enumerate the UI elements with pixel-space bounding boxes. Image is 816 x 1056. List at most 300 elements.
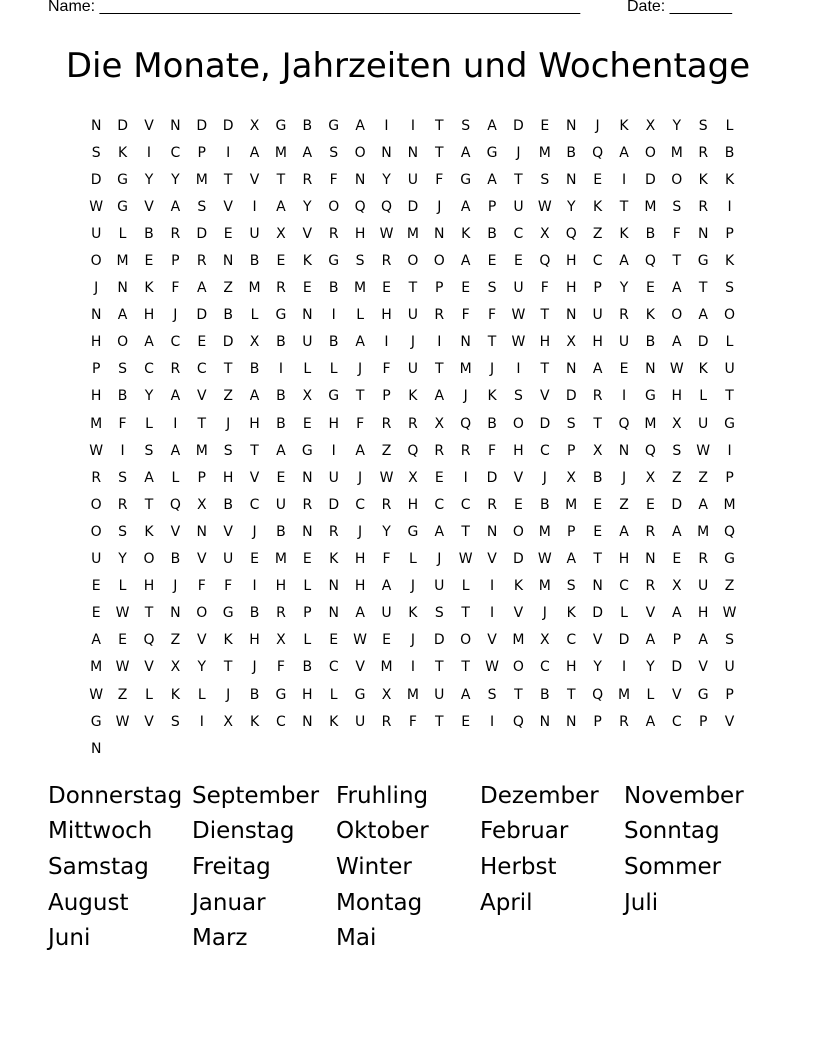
grid-letter: D [196,117,208,134]
grid-letter: M [354,280,367,297]
grid-letter: S [434,605,444,622]
grid-letter: C [566,632,577,649]
grid-letter: P [725,686,734,703]
grid-letter: R [460,442,471,459]
grid-letter: X [302,388,313,405]
grid-letter: W [537,198,552,215]
grid-letter: R [698,144,709,161]
grid-letter: Y [566,198,576,215]
word-list-item: Marz [192,925,248,952]
grid-letter: Y [144,388,154,405]
word-list [48,778,788,956]
grid-letter: B [249,686,260,703]
grid-letter: N [302,307,313,324]
grid-letter: L [145,415,153,432]
grid-letter: P [487,198,497,215]
grid-letter: U [513,198,524,215]
grid-letter: K [461,225,471,242]
grid-letter: N [565,117,577,134]
grid-letter: K [513,578,524,595]
grid-letter: U [592,307,603,324]
grid-letter: C [355,496,365,513]
grid-letter: C [671,713,682,730]
grid-letter: V [513,605,524,622]
grid-letter: N [90,740,102,757]
grid-letter: Y [303,198,312,215]
grid-letter: M [538,578,551,595]
grid-letter: B [328,334,339,351]
grid-letter: N [645,361,656,378]
grid-letter: S [329,144,339,161]
word-list-item: Februar [480,818,569,845]
grid-letter: B [645,225,656,242]
grid-letter: N [460,334,471,351]
grid-letter: M [274,551,287,568]
grid-letter: A [276,442,286,459]
grid-letter: M [697,523,710,540]
grid-letter: W [115,605,130,622]
grid-letter: I [621,171,627,188]
grid-letter: D [433,632,445,649]
grid-letter: Z [381,442,392,459]
grid-letter: H [354,551,366,568]
grid-letter: H [381,307,392,324]
grid-letter: U [91,225,102,242]
grid-letter: D [697,334,709,351]
grid-letter: X [434,415,445,432]
grid-letter: M [248,280,261,297]
grid-letter: B [249,253,260,270]
grid-letter: L [303,578,312,595]
grid-letter: M [90,659,103,676]
grid-letter: H [407,496,419,513]
grid-letter: D [513,117,524,134]
grid-letter: T [250,442,259,459]
grid-letter: J [252,523,257,540]
grid-letter: O [117,334,129,351]
grid-letter: E [276,469,286,486]
grid-letter: Z [170,632,181,649]
grid-letter: R [592,388,603,405]
grid-letter: P [593,280,602,297]
grid-letter: O [671,171,683,188]
grid-letter: X [381,686,392,703]
grid-letter: A [355,442,365,459]
word-list-item: Dezember [480,782,599,809]
grid-letter: X [540,225,550,242]
grid-letter: A [434,388,445,405]
grid-letter: A [619,253,629,270]
grid-letter: M [723,496,736,513]
grid-letter: H [90,334,102,351]
grid-letter: Q [724,523,736,540]
grid-letter: I [146,144,152,161]
grid-letter: E [91,605,101,622]
grid-letter: V [592,632,603,649]
grid-letter: B [487,415,497,432]
grid-letter: C [170,334,181,351]
grid-letter: R [698,198,709,215]
grid-letter: M [195,171,208,188]
grid-letter: R [434,442,445,459]
grid-letter: K [117,144,128,161]
grid-letter: D [90,171,102,188]
grid-letter: W [115,659,130,676]
grid-letter: U [698,578,709,595]
grid-letter: K [724,171,735,188]
grid-letter: K [144,523,154,540]
grid-letter: V [196,388,207,405]
grid-letter: I [120,442,125,459]
grid-letter: O [196,605,208,622]
grid-letter: K [249,713,260,730]
grid-letter: Q [539,253,551,270]
grid-letter: F [488,307,497,324]
grid-letter: J [410,632,415,649]
grid-letter: G [724,415,735,432]
grid-letter: T [197,415,207,432]
grid-letter: L [303,361,312,378]
grid-letter: B [540,496,550,513]
grid-letter: A [170,442,181,459]
grid-letter: T [276,171,286,188]
grid-letter: A [619,523,629,540]
grid-letter: Q [644,442,656,459]
grid-letter: K [223,632,233,649]
grid-letter: A [117,307,128,324]
grid-letter: F [171,280,180,297]
grid-letter: A [355,117,365,134]
grid-letter: K [487,388,497,405]
grid-letter: V [196,551,207,568]
grid-letter: T [593,551,602,568]
grid-letter: H [513,442,524,459]
grid-letter: P [382,388,391,405]
grid-letter: S [540,171,550,188]
grid-letter: T [434,144,444,161]
grid-letter: I [384,334,389,351]
grid-letter: J [252,659,257,676]
grid-letter: H [565,659,577,676]
grid-letter: K [645,307,655,324]
grid-letter: S [118,469,128,486]
grid-letter: H [275,578,287,595]
grid-letter: A [355,605,365,622]
grid-letter: T [434,713,444,730]
grid-letter: B [117,388,128,405]
grid-letter: M [274,144,287,161]
grid-letter: L [699,388,708,405]
grid-letter: T [223,361,233,378]
grid-letter: X [196,496,207,513]
grid-letter: A [698,307,708,324]
grid-letter: D [117,117,128,134]
grid-letter: T [698,280,708,297]
grid-letter: P [91,361,101,378]
grid-letter: N [90,117,102,134]
grid-letter: M [380,659,393,676]
grid-letter: S [725,632,735,649]
grid-letter: N [170,117,181,134]
grid-letter: J [542,469,547,486]
grid-letter: V [223,198,233,215]
grid-letter: A [645,713,656,730]
grid-letter: A [249,144,260,161]
grid-letter: G [117,171,129,188]
grid-letter: U [724,361,735,378]
grid-letter: G [328,117,340,134]
grid-letter: F [224,578,233,595]
grid-letter: N [618,442,630,459]
grid-letter: W [89,686,104,703]
grid-letter: T [619,198,629,215]
grid-letter: A [487,171,497,188]
grid-letter: T [434,659,444,676]
grid-letter: M [116,253,129,270]
grid-letter: Z [724,578,735,595]
grid-letter: V [249,171,260,188]
grid-letter: A [460,686,471,703]
grid-letter: B [144,225,154,242]
grid-letter: J [410,334,415,351]
grid-letter: T [514,171,523,188]
grid-letter: I [621,388,627,405]
grid-letter: E [672,551,682,568]
grid-letter: B [487,225,497,242]
grid-letter: V [302,225,313,242]
grid-letter: R [381,253,392,270]
grid-letter: E [487,253,497,270]
grid-letter: D [539,415,551,432]
grid-letter: E [302,415,312,432]
grid-letter: N [117,280,128,297]
letter-grid [83,112,743,762]
grid-letter: O [143,551,155,568]
grid-letter: V [355,659,365,676]
grid-letter: U [407,171,418,188]
grid-letter: E [144,253,154,270]
word-list-item: Fruhling [336,782,429,809]
grid-letter: I [463,469,468,486]
grid-letter: W [511,307,526,324]
grid-letter: A [460,144,471,161]
grid-letter: X [408,469,418,486]
word-list-item: Donnerstag [48,782,183,809]
grid-letter: H [354,225,366,242]
grid-letter: D [513,551,524,568]
grid-letter: A [672,280,682,297]
word-list-item: Sonntag [624,818,720,845]
grid-letter: J [358,523,363,540]
grid-letter: J [358,469,363,486]
grid-letter: L [171,469,180,486]
grid-letter: R [328,523,339,540]
grid-letter: U [513,280,524,297]
grid-letter: X [249,334,260,351]
grid-letter: R [276,605,286,622]
grid-letter: F [382,361,391,378]
grid-letter: H [302,686,313,703]
grid-letter: Y [619,280,629,297]
grid-letter: E [434,469,444,486]
grid-letter: V [698,659,708,676]
grid-letter: C [539,442,550,459]
grid-letter: L [250,307,259,324]
grid-letter: I [252,578,257,595]
page-title: Die Monate, Jahrzeiten und Wochentage [65,46,751,86]
grid-letter: S [672,198,682,215]
grid-letter: L [620,605,628,622]
grid-letter: E [461,280,471,297]
grid-letter: R [434,307,445,324]
grid-letter: M [406,225,419,242]
grid-letter: I [727,442,732,459]
grid-letter: S [725,280,735,297]
grid-letter: A [91,632,101,649]
grid-letter: Y [382,171,391,188]
grid-letter: P [725,225,734,242]
grid-letter: B [592,469,603,486]
grid-letter: R [276,280,286,297]
grid-letter: H [222,469,234,486]
grid-letter: W [537,551,552,568]
grid-letter: J [226,686,231,703]
grid-letter: D [645,171,656,188]
grid-letter: T [540,361,550,378]
grid-letter: Y [646,659,655,676]
grid-letter: N [170,605,181,622]
grid-letter: O [460,632,472,649]
grid-letter: O [433,253,445,270]
grid-letter: M [644,198,657,215]
grid-letter: A [645,632,656,649]
grid-letter: B [724,144,735,161]
grid-letter: S [118,361,128,378]
grid-letter: K [724,253,735,270]
grid-letter: V [144,198,154,215]
grid-letter: R [698,551,709,568]
grid-letter: C [328,659,339,676]
grid-letter: Q [407,442,419,459]
grid-letter: N [539,713,551,730]
grid-letter: X [566,469,577,486]
grid-letter: E [593,171,603,188]
grid-letter: G [644,388,656,405]
grid-letter: M [512,632,525,649]
grid-letter: L [118,225,127,242]
grid-letter: L [461,578,470,595]
grid-letter: K [408,388,418,405]
grid-letter: Q [565,225,577,242]
grid-letter: B [645,334,656,351]
grid-letter: H [565,280,577,297]
grid-letter: H [249,632,260,649]
grid-letter: N [565,307,577,324]
grid-letter: S [355,253,365,270]
grid-letter: R [117,496,128,513]
grid-letter: Y [593,659,602,676]
grid-letter: I [199,713,204,730]
grid-letter: Q [644,253,656,270]
grid-letter: T [144,496,154,513]
grid-letter: S [487,280,497,297]
grid-letter: Q [460,415,472,432]
grid-letter: D [565,388,577,405]
grid-letter: R [170,225,181,242]
grid-letter: X [645,469,656,486]
grid-letter: P [725,469,734,486]
word-list-item: Herbst [480,853,557,880]
grid-letter: F [382,551,391,568]
grid-letter: A [170,198,181,215]
grid-letter: B [249,361,260,378]
grid-letter: N [302,469,313,486]
grid-letter: A [302,144,313,161]
grid-letter: O [512,523,524,540]
grid-letter: A [566,551,577,568]
grid-letter: G [460,171,472,188]
grid-letter: M [565,496,578,513]
grid-letter: X [645,117,656,134]
grid-letter: U [275,496,287,513]
grid-letter: F [118,415,127,432]
grid-letter: I [489,713,495,730]
grid-letter: A [434,523,445,540]
grid-letter: B [328,280,339,297]
grid-letter: A [698,632,708,649]
grid-letter: W [485,659,499,676]
grid-letter: L [329,686,338,703]
grid-letter: I [489,578,495,595]
grid-letter: E [461,713,471,730]
grid-letter: Q [169,496,181,513]
grid-letter: C [170,144,181,161]
grid-letter: R [619,307,629,324]
grid-letter: O [724,307,736,324]
grid-letter: R [381,496,392,513]
grid-letter: X [170,659,181,676]
grid-letter: J [621,469,627,486]
grid-letter: A [672,523,682,540]
grid-letter: T [461,523,470,540]
grid-letter: S [514,388,523,405]
grid-letter: A [144,334,154,351]
grid-letter: K [593,198,603,215]
grid-letter: A [698,496,708,513]
grid-letter: J [437,198,442,215]
grid-letter: E [382,280,391,297]
grid-letter: I [410,659,415,676]
grid-letter: J [94,280,99,297]
grid-letter: H [697,605,709,622]
grid-letter: H [143,307,155,324]
grid-letter: F [356,415,365,432]
grid-letter: T [434,361,444,378]
grid-letter: E [302,551,312,568]
grid-letter: G [301,442,313,459]
grid-letter: H [328,415,339,432]
grid-letter: T [461,659,470,676]
grid-letter: J [437,551,442,568]
grid-letter: D [618,632,630,649]
grid-letter: O [90,253,102,270]
grid-letter: I [437,334,442,351]
grid-letter: B [276,415,286,432]
grid-letter: Q [143,632,155,649]
grid-letter: I [252,198,257,215]
grid-letter: H [671,388,683,405]
grid-letter: J [516,144,521,161]
